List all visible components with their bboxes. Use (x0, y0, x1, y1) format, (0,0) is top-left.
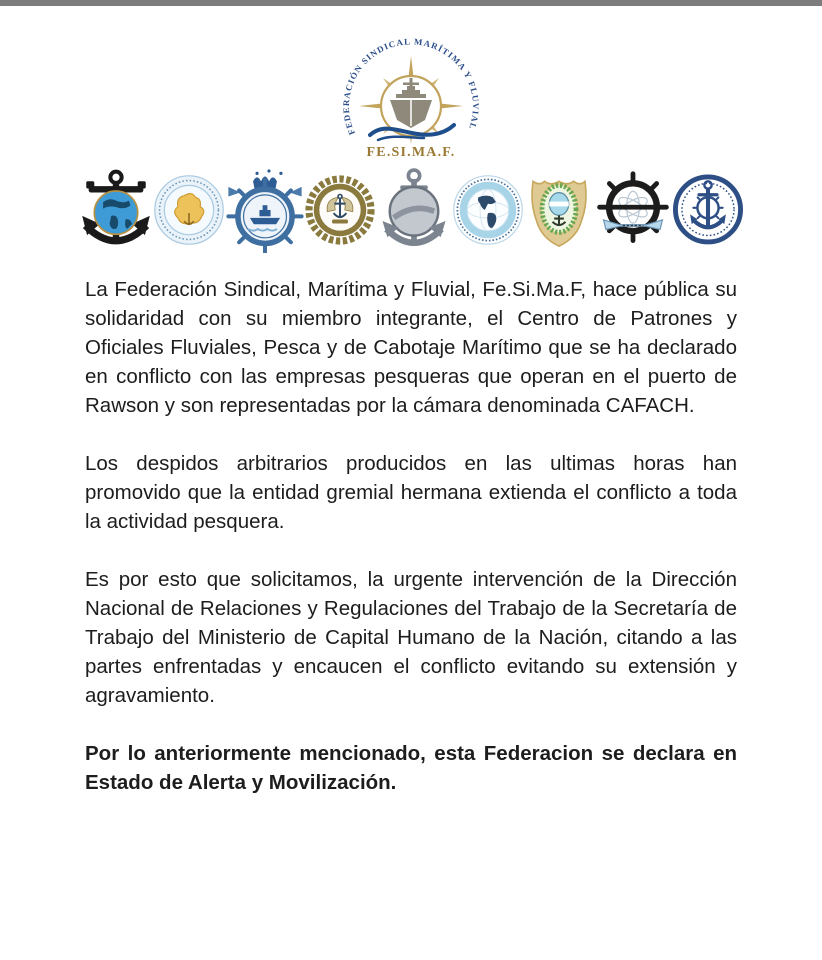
anchor-world-globe-seal-icon (79, 166, 153, 253)
fesimaf-logo (0, 32, 822, 160)
americas-globe-ring-seal-icon (453, 175, 523, 245)
logo-arc-text: FEDERACIÓN SINDICAL MARÍTIMA Y FLUVIAL (340, 36, 482, 137)
fesimaf-logo-icon (326, 32, 496, 160)
gray-anchor-ring-seal-icon (376, 166, 452, 253)
statement-paragraph-despidos: Los despidos arbitrarios producidos en las ultimas horas han promovido que la entidad gremial hermana extienda el conflicto a toda la actividad pesquera. (85, 452, 737, 534)
member-union-seals-row (79, 166, 743, 253)
logo-abbreviation: FE.SI.MA.F. (366, 145, 456, 160)
statement-paragraph-solicitud: Es por esto que solicitamos, la urgente intervención de la Dirección Nacional de Relaciones y Regulaciones del Trabajo de la Secretaría de Trabajo del Ministerio de Capital Humano de la Nación, citando a las partes enfrentadas y encaucen el conflicto evitando su extensión y agravamiento. (85, 568, 737, 708)
statement-body (85, 275, 737, 797)
navy-anchor-wheel-seal-icon (673, 172, 743, 247)
black-wheel-banner-seal-icon (594, 169, 672, 250)
gold-figure-ring-seal-icon (154, 175, 224, 245)
screenshot-top-bar (0, 0, 822, 6)
gear-wreath-emblem-seal-icon (305, 175, 375, 245)
statement-paragraph-solidarity: La Federación Sindical, Marítima y Fluvial, Fe.Si.Ma.F, hace pública su solidaridad con su miembro integrante, el Centro de Patrones y Oficiales Fluviales, Pesca y de Cabotaje Marítimo que se ha declarado en conflicto con las empresas pesqueras que operan en el puerto de Rawson y son representadas por la cámara denominada CAFACH. (85, 278, 737, 418)
crowned-ship-wheel-seal-icon (226, 167, 304, 253)
laurel-shield-flag-seal-icon (525, 170, 593, 249)
statement-paragraph-declaration: Por lo anteriormente mencionado, esta Federacion se declara en Estado de Alerta y Movilización. (85, 742, 737, 795)
